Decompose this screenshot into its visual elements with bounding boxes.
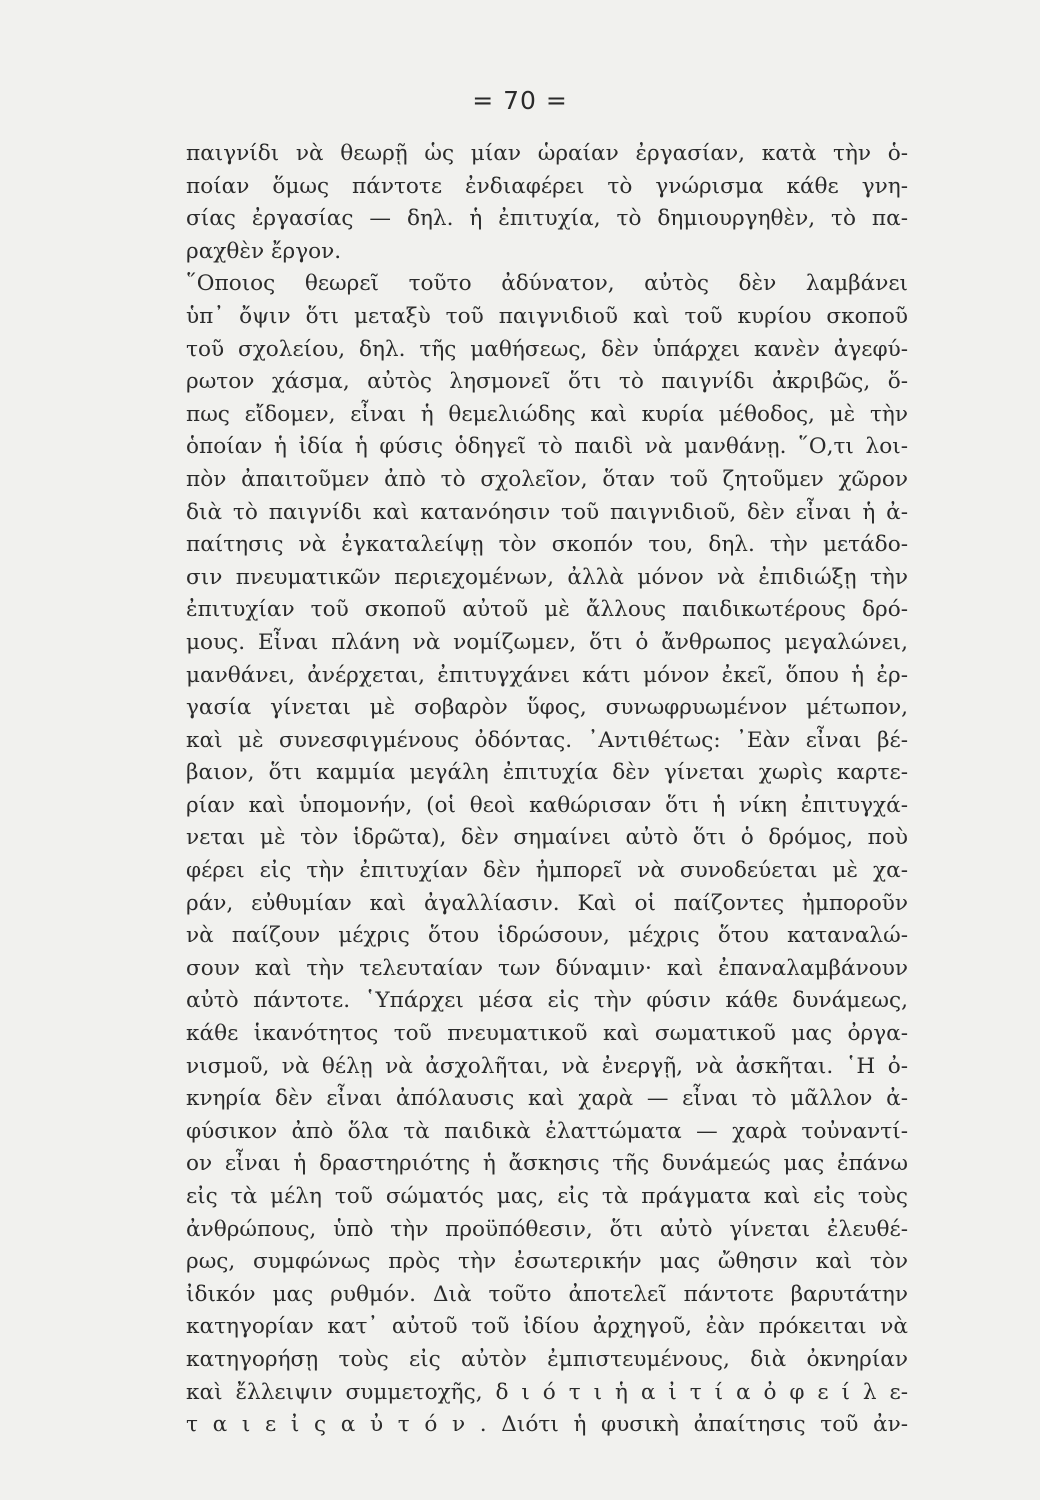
text-line: παιγνίδι νὰ θεωρῇ ὡς μίαν ὡραίαν ἐργασίαν, κατὰ τὴν ὁ-: [186, 141, 908, 166]
text-line: πως εἴδομεν, εἶναι ἡ θεμελιώδης καὶ κυρία μέθοδος, μὲ τὴν: [186, 401, 908, 427]
text-line: ὑπ᾿ ὄψιν ὅτι μεταξὺ τοῦ παιγνιδιοῦ καὶ τοῦ κυρίου σκοποῦ: [186, 303, 908, 329]
text-line: καὶ ἔλλειψιν συμμετοχῆς, δ ι ό τ ι ἡ α ἰ τ ί α ὀ φ ε ί λ ε-: [186, 1379, 908, 1405]
text-line: ραχθὲν ἔργον.: [186, 238, 342, 264]
text-line: σιν πνευματικῶν περιεχομένων, ἀλλὰ μόνον νὰ ἐπιδιώξῃ τὴν: [186, 564, 908, 590]
text-line: ὁποίαν ἡ ἰδία ἡ φύσις ὁδηγεῖ τὸ παιδὶ νὰ μανθάνῃ. ῞Ο,τι λοι-: [186, 434, 908, 460]
text-line: κατηγορήσῃ τοὺς εἰς αὐτὸν ἐμπιστευμένους, διὰ ὀκνηρίαν: [186, 1346, 908, 1372]
text-line: κάθε ἱκανότητος τοῦ πνευματικοῦ καὶ σωματικοῦ μας ὀργα-: [186, 1021, 908, 1047]
text-line: ράν, εὐθυμίαν καὶ ἀγαλλίασιν. Καὶ οἱ παίζοντες ἠμποροῦν: [186, 890, 908, 916]
text-line: [186, 1442, 908, 1475]
text-line: ρίαν καὶ ὑπομονήν, (οἱ θεοὶ καθώρισαν ὅτι ἡ νίκη ἐπιτυγχά-: [186, 792, 908, 818]
page-number: = 70 =: [472, 86, 568, 115]
text-line: ἐπιτυχίαν τοῦ σκοποῦ αὐτοῦ μὲ ἄλλους παιδικωτέρους δρό-: [186, 597, 908, 623]
text-line: νὰ παίζουν μέχρις ὅτου ἱδρώσουν, μέχρις ὅτου καταναλώ-: [186, 923, 908, 949]
text-line: σίας ἐργασίας — δηλ. ἡ ἐπιτυχία, τὸ δημιουργηθὲν, τὸ πα-: [186, 206, 908, 232]
text-line: παίτησις νὰ ἐγκαταλείψῃ τὸν σκοπόν του, δηλ. τὴν μετάδο-: [186, 532, 908, 558]
text-line: ον εἶναι ἡ δραστηριότης ἡ ἄσκησις τῆς δυνάμεώς μας ἐπάνω: [186, 1151, 908, 1177]
text-line: τ α ι ε ἰ ς α ὐ τ ό ν . Διότι ἡ φυσικὴ ἀπαίτησις τοῦ ἀν-: [186, 1412, 908, 1438]
body-text: [186, 138, 908, 1474]
text-line: ἀνθρώπους, ὑπὸ τὴν προϋπόθεσιν, ὅτι αὐτὸ γίνεται ἐλευθέ-: [186, 1216, 908, 1242]
text-line: καὶ μὲ συνεσφιγμένους ὀδόντας. ᾿Αντιθέτως: ᾿Εὰν εἶναι βέ-: [186, 727, 908, 753]
text-line: κνηρία δὲν εἶναι ἀπόλαυσις καὶ χαρὰ — εἶναι τὸ μᾶλλον ἀ-: [186, 1086, 908, 1112]
text-line: διὰ τὸ παιγνίδι καὶ κατανόησιν τοῦ παιγνιδιοῦ, δὲν εἶναι ἡ ἀ-: [186, 499, 908, 525]
text-line: γασία γίνεται μὲ σοβαρὸν ὕφος, συνωφρυωμένον μέτωπον,: [186, 695, 908, 721]
text-line: βαιον, ὅτι καμμία μεγάλη ἐπιτυχία δὲν γίνεται χωρὶς καρτε-: [186, 760, 908, 786]
text-line: μους. Εἶναι πλάνη νὰ νομίζωμεν, ὅτι ὁ ἄνθρωπος μεγαλώνει,: [186, 629, 908, 655]
text-line: ἰδικόν μας ρυθμόν. Διὰ τοῦτο ἀποτελεῖ πάντοτε βαρυτάτην: [186, 1281, 908, 1307]
text-line: τοῦ σχολείου, δηλ. τῆς μαθήσεως, δὲν ὑπάρχει κανὲν ἀγεφύ-: [186, 336, 908, 362]
text-line: σουν καὶ τὴν τελευταίαν των δύναμιν· καὶ ἐπαναλαμβάνουν: [186, 955, 908, 981]
text-line: ρωτον χάσμα, αὐτὸς λησμονεῖ ὅτι τὸ παιγνίδι ἀκριβῶς, ὅ-: [186, 369, 908, 395]
text-line: πὸν ἀπαιτοῦμεν ἀπὸ τὸ σχολεῖον, ὅταν τοῦ ζητοῦμεν χῶρον: [186, 466, 908, 492]
text-line: κατηγορίαν κατ᾿ αὐτοῦ τοῦ ἰδίου ἀρχηγοῦ, ἐὰν πρόκειται νὰ: [186, 1314, 908, 1340]
text-line: εἰς τὰ μέλη τοῦ σώματός μας, εἰς τὰ πράγματα καὶ εἰς τοὺς: [186, 1184, 908, 1209]
text-line: ποίαν ὅμως πάντοτε ἐνδιαφέρει τὸ γνώρισμα κάθε γνη-: [186, 173, 908, 199]
text-line: αὐτὸ πάντοτε. ῾Υπάρχει μέσα εἰς τὴν φύσιν κάθε δυνάμεως,: [186, 988, 908, 1014]
text-line: ῞Οποιος θεωρεῖ τοῦτο ἀδύνατον, αὐτὸς δὲν λαμβάνει: [186, 271, 908, 297]
text-line: φέρει εἰς τὴν ἐπιτυχίαν δὲν ἠμπορεῖ νὰ συνοδεύεται μὲ χα-: [186, 858, 908, 884]
text-line: νισμοῦ, νὰ θέλῃ νὰ ἀσχολῆται, νὰ ἐνεργῇ, νὰ ἀσκῆται. ῾Η ὀ-: [186, 1053, 908, 1079]
text-line: ρως, συμφώνως πρὸς τὴν ἐσωτερικήν μας ὤθησιν καὶ τὸν: [186, 1249, 908, 1275]
text-line: φύσικον ἀπὸ ὅλα τὰ παιδικὰ ἐλαττώματα — χαρὰ τοὐναντί-: [186, 1118, 908, 1144]
text-line: νεται μὲ τὸν ἱδρῶτα), δὲν σημαίνει αὐτὸ ὅτι ὁ δρόμος, ποὺ: [186, 825, 908, 851]
text-line: μανθάνει, ἀνέρχεται, ἐπιτυγχάνει κάτι μόνον ἐκεῖ, ὅπου ἡ ἐρ-: [186, 662, 908, 688]
